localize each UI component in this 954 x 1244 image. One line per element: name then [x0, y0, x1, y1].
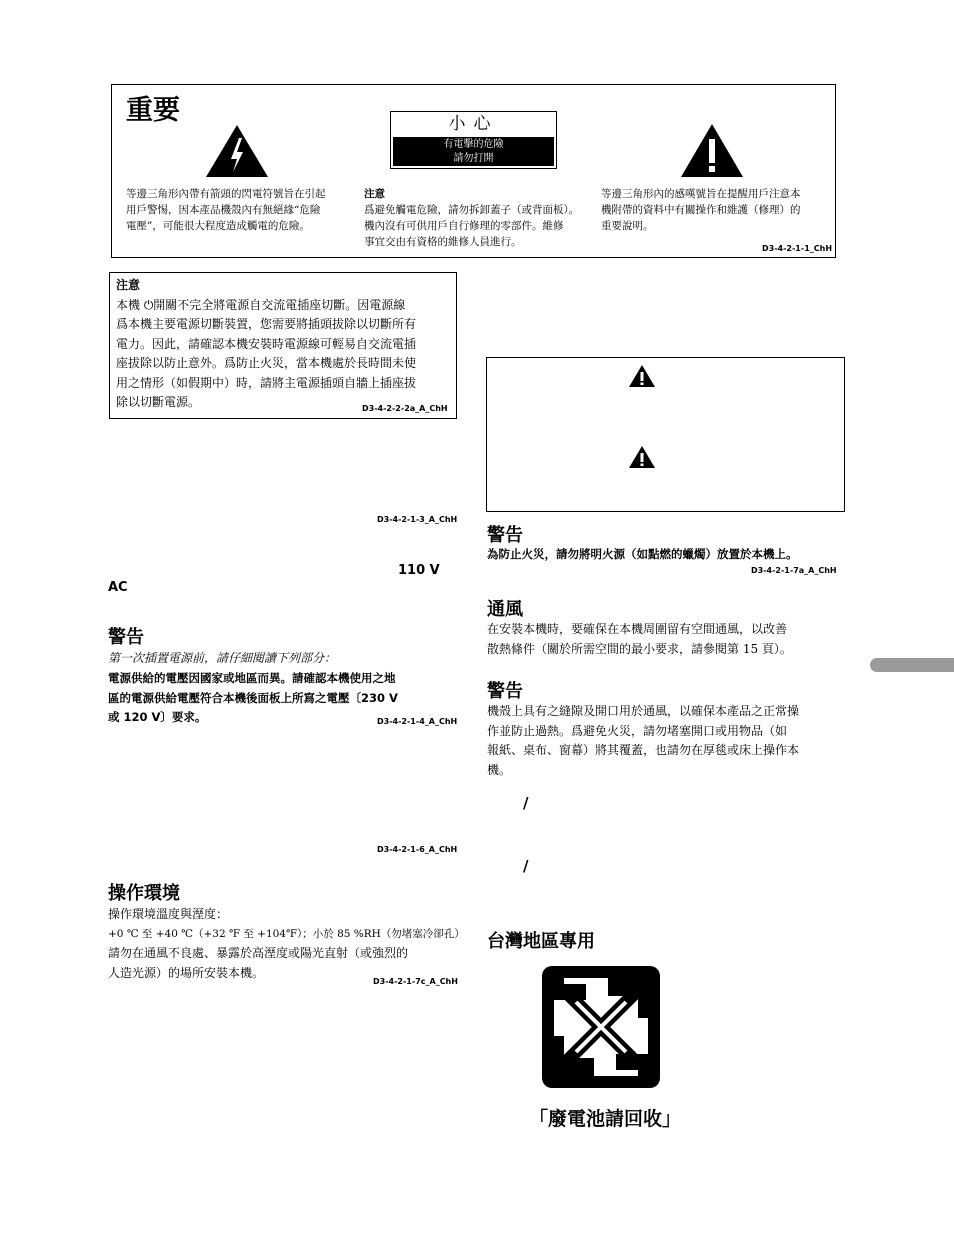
voltage-fragment: 110 V: [398, 563, 440, 578]
vent-warning-text: 機殼上具有之縫隙及開口用於通風，以確保本產品之正常操 作並防止過熱。爲避免火災，請勿堵塞開口或用物品（如 報紙、桌布、窗幕）將其覆蓋，也請勿在厚毯或床上操作本 機。: [487, 704, 800, 777]
page-edge-tab: [870, 658, 954, 672]
important-heading: 重要: [126, 95, 180, 126]
exclamation-warning-icon: [628, 364, 656, 388]
environment-text: 操作環境溫度與溼度： +0 ℃ 至 +40 ℃（+32 ℉ 至 +104℉）；小於 85 %RH（勿堵塞冷卻孔） 請勿在通風不良處、暴露於高溼度或陽光直射（或強烈的 人造光源）的場所安裝本機。: [108, 907, 465, 980]
slash-fragment-2: /: [523, 857, 529, 875]
warning-intro: 第一次插置電源前，請仔細閱讀下列部分：: [108, 651, 337, 665]
ventilation-heading: 通風: [487, 599, 523, 620]
warning-heading-vent: 警告: [487, 681, 523, 702]
code-1-7a: D3-4-2-1-7a_A_ChH: [751, 566, 837, 575]
fire-warning-text: 為防止火災，請勿將明火源（如點燃的蠟燭）放置於本機上。: [487, 547, 798, 561]
code-1-3: D3-4-2-1-3_A_ChH: [377, 515, 458, 524]
environment-heading: 操作環境: [108, 883, 180, 904]
battery-recycle-icon: [542, 966, 660, 1088]
power-notice-heading: 注意: [116, 278, 141, 292]
caution-line-1: 有電擊的危險: [443, 139, 504, 150]
power-notice-code: D3-4-2-2-2a_A_ChH: [362, 404, 448, 413]
ventilation-text: 在安裝本機時，要確保在本機周圍留有空間通風，以改善 散熱條件（關於所需空間的最小要求，請參閱第 15 頁）。: [487, 622, 792, 656]
power-notice-content: 注意 本機 ⏻開關不完全將電源自交流電插座切斷。因電源線 爲本機主要電源切斷裝置，您需要將插頭拔除以切斷所有 電力。因此，請確認本機安裝時電源線可輕易自交流電插 座拔除以防止意外。爲防止火災，當本機處於長時間未使 用之情形（如假期中）時，請將主電源插頭自牆上插座拔 除以切斷電源。: [116, 278, 417, 409]
caution-explanation: 注意 爲避免觸電危險，請勿拆卸蓋子（或背面板）。 機內沒有可供用戶自行修理的零部件。維修 事宜交由有資格的維修人員進行。: [364, 188, 580, 248]
code-1-6: D3-4-2-1-6_A_ChH: [377, 845, 458, 854]
warning-heading-left: 警告: [108, 627, 144, 648]
ac-fragment: AC: [108, 580, 128, 595]
slash-fragment-1: /: [523, 794, 529, 812]
caution-note-heading: 注意: [364, 188, 385, 200]
exclamation-warning-icon: [628, 445, 656, 469]
exclamation-explanation: 等邊三角形內的感嘆號旨在提醒用戶注意本 機附帶的資料中有關操作和維護（修理）的 重要說明。: [601, 188, 801, 232]
important-code: D3-4-2-1-1_ChH: [762, 244, 833, 253]
lightning-warning-icon: [205, 124, 269, 178]
caution-label: [390, 111, 557, 169]
caution-line-2: 請勿打開: [453, 153, 494, 164]
caution-dark-panel: [393, 137, 554, 166]
code-1-7c: D3-4-2-1-7c_A_ChH: [373, 977, 458, 986]
taiwan-heading: 台灣地區專用: [487, 931, 595, 952]
recycle-caption: 「廢電池請回收」: [529, 1108, 682, 1130]
voltage-warning-text: 電源供給的電壓因國家或地區而異。請確認本機使用之地 區的電源供給電壓符合本機後面板上所寫之電壓〔230 V 或 120 V〕要求。: [108, 671, 398, 724]
warning-heading-fire: 警告: [487, 525, 523, 546]
exclamation-warning-icon: [680, 123, 744, 178]
lightning-explanation: 等邊三角形內帶有箭頭的閃電符號旨在引起 用戶警惕，因本產品機殼內有無絕緣“危險 電壓”，可能很大程度造成觸電的危險。: [126, 188, 326, 232]
caution-title: 小心: [448, 114, 499, 134]
warning-symbol-box: [486, 357, 845, 512]
code-1-4: D3-4-2-1-4_A_ChH: [377, 717, 458, 726]
